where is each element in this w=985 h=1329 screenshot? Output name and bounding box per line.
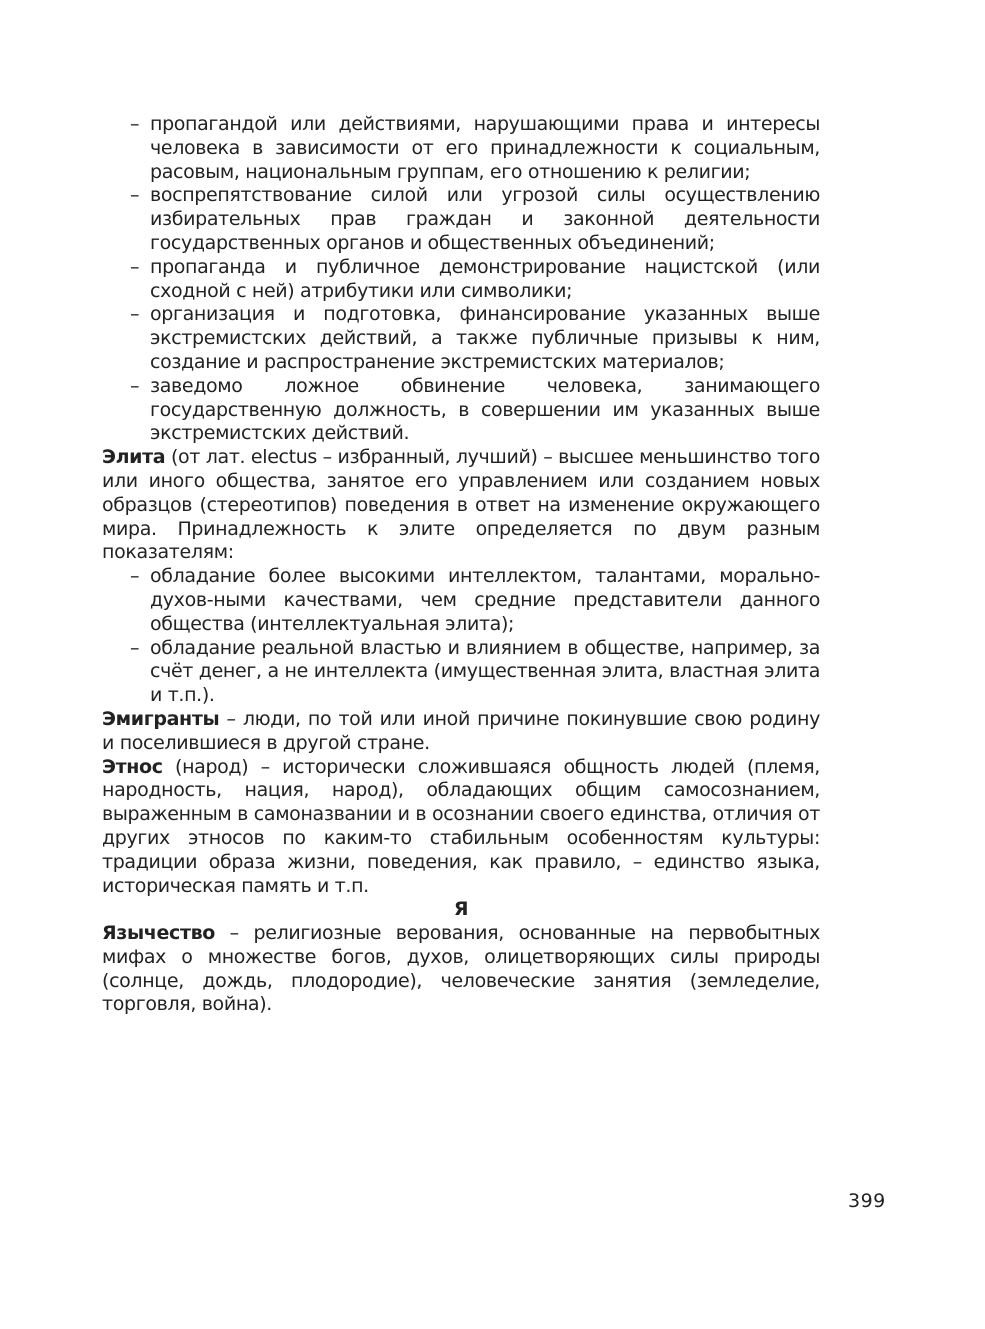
- list-item: [102, 256, 820, 304]
- term-emigranty: Эмигранты: [102, 707, 220, 730]
- extremism-list: [102, 113, 820, 446]
- section-letter: Я: [453, 898, 469, 921]
- dash-marker: –: [130, 565, 140, 588]
- definition-yazychestvo: – религиозные верования, основанные на первобытных мифах о множестве богов, духов, олицетворяющих силы природы (солнце, дождь, плодородие), человеческие занятия (земледелие, торговля, война).: [102, 922, 820, 1016]
- entry-etnos: [102, 756, 820, 899]
- list-item-text: пропаганда и публичное демонстрирование нацистской (или сходной с ней) атрибутики или символики;: [150, 255, 820, 302]
- list-item: [102, 113, 820, 184]
- list-item: [102, 375, 820, 446]
- dash-marker: –: [130, 303, 140, 326]
- dash-marker: –: [130, 184, 140, 207]
- term-etnos: Этнос: [102, 755, 163, 778]
- definition-emigranty: – люди, по той или иной причине покинувшие свою родину и поселившиеся в другой стране.: [102, 707, 820, 754]
- list-item-text: обладание более высокими интеллектом, талантами, морально-духов-ными качествами, чем средние представители данного общества (интеллектуальная элита);: [150, 565, 820, 635]
- list-item: [102, 637, 820, 708]
- definition-etnos: (народ) – исторически сложившаяся общность людей (племя, народность, нация, народ), обладающих общим самосознанием, выраженным в самоназвании и в осознании своего единства, отличия от других этносов по каким-то стабильным особенностям культуры: традиции образа жизни, поведения, как правило, – единство языка, историческая память и т.п.: [102, 755, 820, 897]
- list-item: [102, 184, 820, 255]
- list-item-text: воспрепятствование силой или угрозой силы осуществлению избирательных прав граждан и законной деятельности государственных органов и общественных объединений;: [150, 184, 820, 254]
- list-item-text: пропагандой или действиями, нарушающими права и интересы человека в зависимости от его принадлежности к социальным, расовым, национальным группам, его отношению к религии;: [150, 113, 820, 183]
- elita-list: [102, 565, 820, 708]
- dash-marker: –: [130, 113, 140, 135]
- entry-yazychestvo: [102, 922, 820, 1017]
- list-item-text: заведомо ложное обвинение человека, занимающего государственную должность, в совершении им указанных выше экстремистских действий.: [150, 374, 820, 445]
- list-item: [102, 303, 820, 374]
- dash-marker: –: [130, 255, 140, 278]
- entry-elita: [102, 446, 820, 565]
- page-number: 399: [848, 1190, 886, 1212]
- glossary-text: [102, 113, 820, 1017]
- list-item: [102, 565, 820, 636]
- definition-elita: (от лат. electus – избранный, лучший) – высшее меньшинство того или иного общества, занятое его управлением или созданием новых образцов (стереотипов) поведения в ответ на изменение окружающего мира. Принадлежность к элите определяется по двум разным показателям:: [102, 446, 820, 564]
- dash-marker: –: [130, 374, 140, 397]
- term-yazychestvo: Язычество: [102, 922, 215, 945]
- dash-marker: –: [130, 636, 140, 659]
- entry-emigranty: [102, 708, 820, 756]
- list-item-text: организация и подготовка, финансирование указанных выше экстремистских действий, а также публичные призывы к ним, создание и распространение экстремистских материалов;: [150, 303, 820, 373]
- list-item-text: обладание реальной властью и влиянием в обществе, например, за счёт денег, а не интеллекта (имущественная элита, властная элита и т.п.).: [150, 636, 820, 707]
- term-elita: Элита: [102, 446, 166, 469]
